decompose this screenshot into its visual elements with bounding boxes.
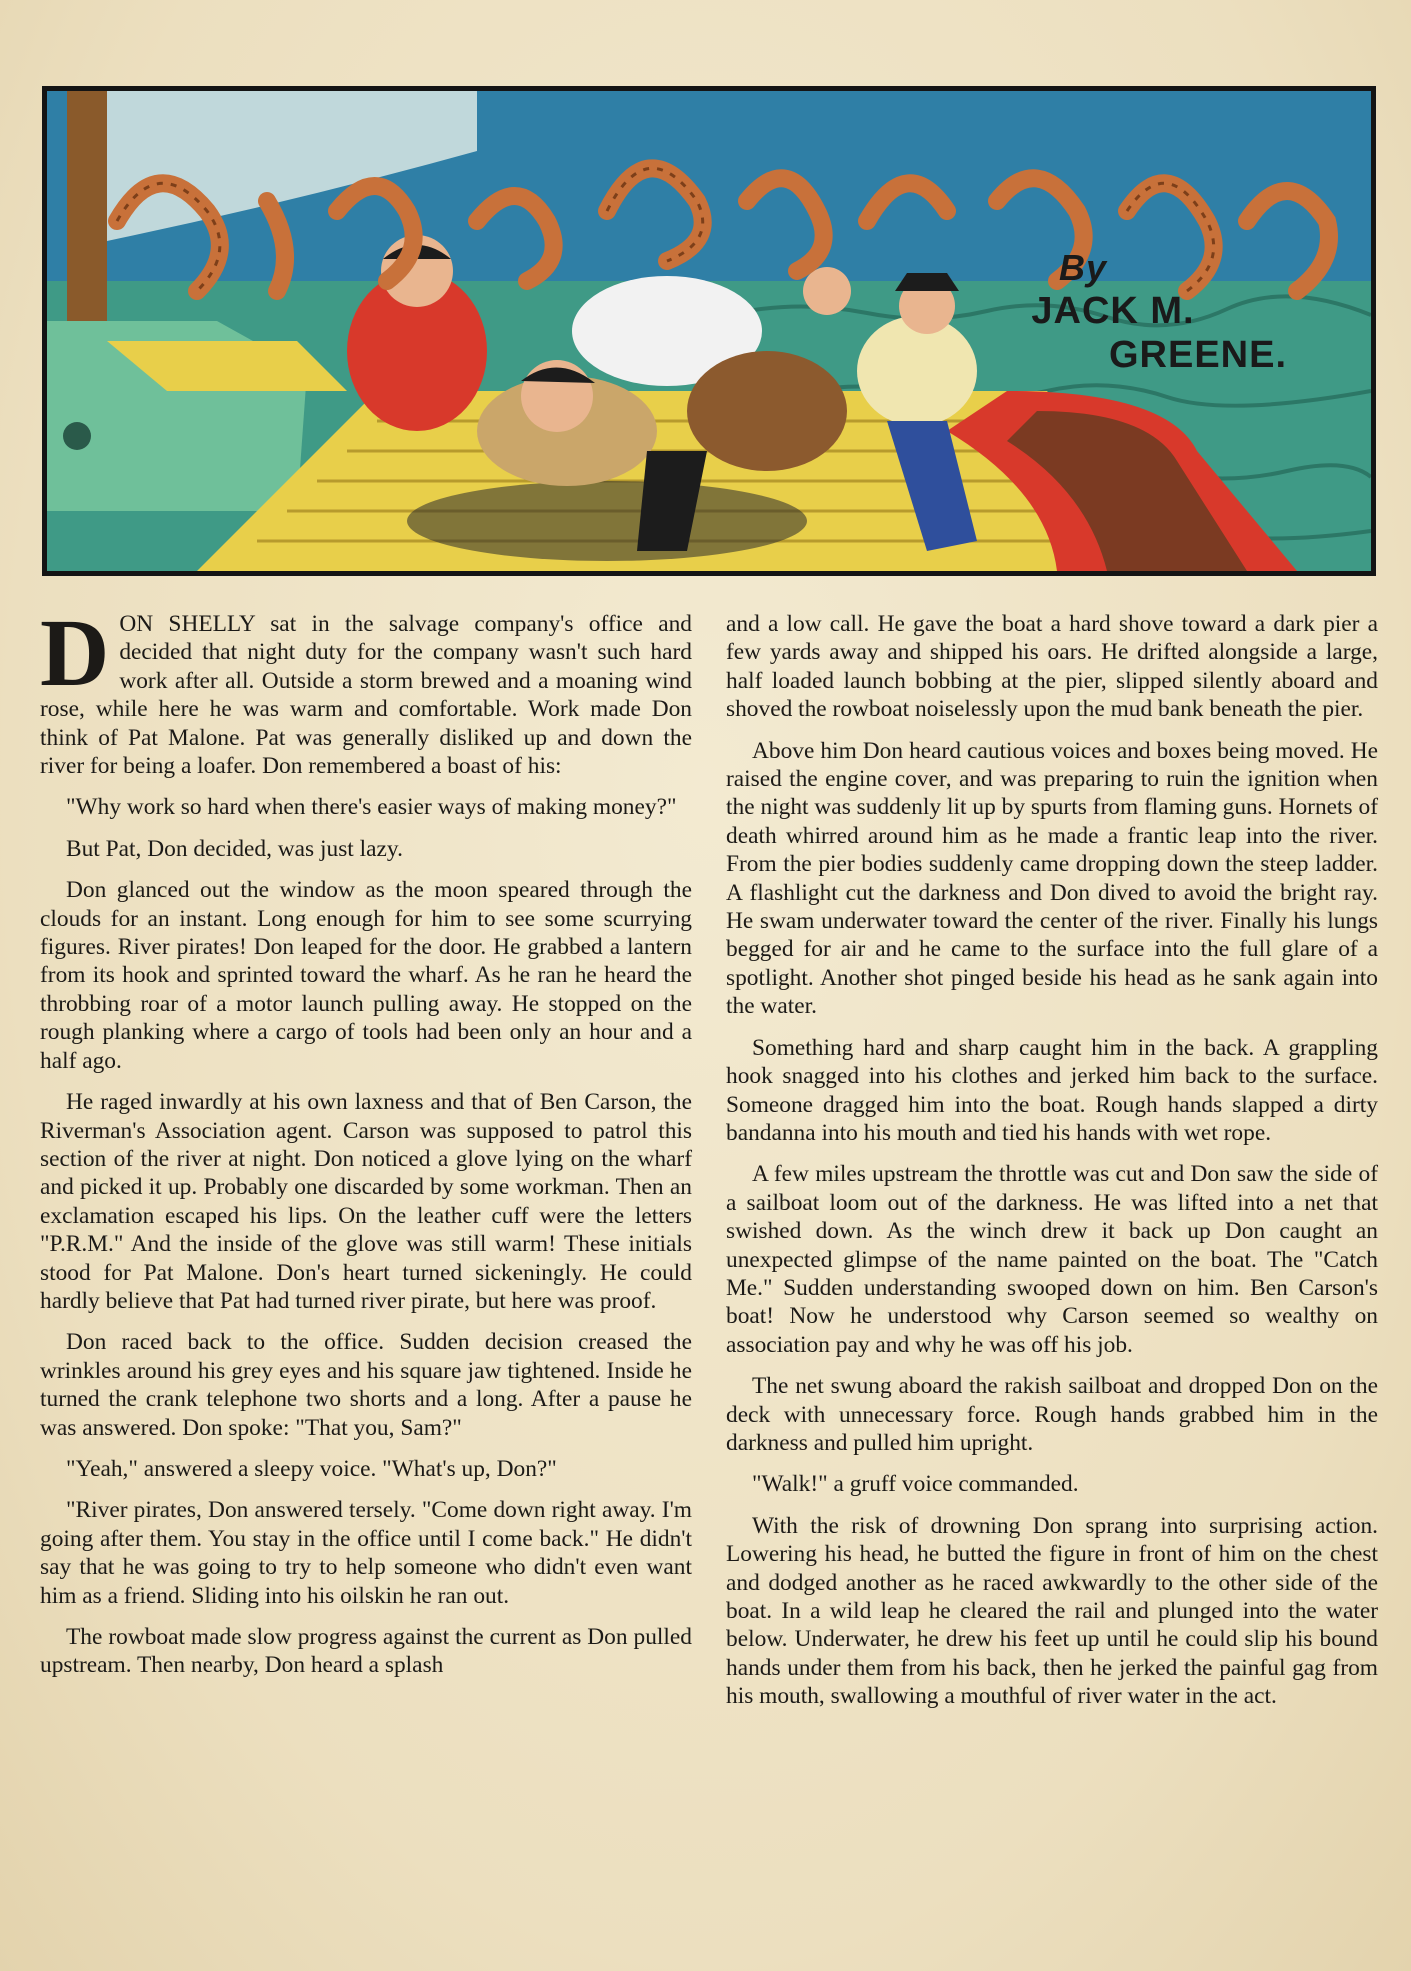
story-paragraph: Something hard and sharp caught him in the back. A grappling hook snagged into his clothes and jerked him back to the surface. Someone dragged him into the boat. Rough hands slapped a dirty bandanna into his mouth and tied his hands with wet rope. xyxy=(726,1034,1378,1146)
story-paragraph: But Pat, Don decided, was just lazy. xyxy=(66,835,403,862)
byline xyxy=(963,247,1323,377)
story-paragraph: Don glanced out the window as the moon speared through the clouds for an instant. Long enough for him to see some scurrying figures. River pirates! Don leaped for the door. He grabbed a lantern from its hook and sprinted toward the wharf. As he ran he heard the throbbing roar of a motor launch pulling away. He stopped on the rough planking where a cargo of tools had been only an hour and a half ago. xyxy=(40,877,692,1074)
story-paragraph: With the risk of drowning Don sprang into surprising action. Lowering his head, he butted the figure in front of him on the chest and dodged another as he raced awkwardly to the other side of the boat. In a wild leap he cleared the rail and plunged into the water below. Underwater, he drew his feet up until he could slip his bound hands under them from his back, then he jerked the painful gag from his mouth, swallowing a mouthful of river water in the act. xyxy=(726,1512,1378,1710)
paragraph-text: ON SHELLY sat in the salvage company's office and decided that night duty for the company wasn't such hard work after all. Outside a storm brewed and a moaning wind rose, while here he was warm and comfortable. Work made Don think of Pat Malone. Pat was generally disliked up and down the river for being a loafer. Don remembered a boast of his: xyxy=(40,611,692,780)
author-last-line: GREENE. xyxy=(1108,334,1288,376)
story-paragraph: "River pirates, Don answered tersely. "Come down right away. I'm going after them. You stay in the office until I come back." He didn't say that he was going to try to help someone who didn't even want him as a friend. Sliding into his oilskin he ran out. xyxy=(40,1497,692,1609)
story-paragraph: The net swung aboard the rakish sailboat and dropped Don on the deck with unnecessary force. Rough hands grabbed him in the darkness and pulled him upright. xyxy=(726,1373,1378,1456)
author-first-line: JACK M. xyxy=(1031,290,1195,332)
title-illustration xyxy=(42,86,1376,576)
story-paragraph: The rowboat made slow progress against the current as Don pulled upstream. Then nearby, Don heard a splash xyxy=(40,1624,692,1679)
drop-cap: D xyxy=(40,599,110,706)
story-paragraph: He raged inwardly at his own laxness and that of Ben Carson, the Riverman's Association agent. Carson was supposed to patrol this section of the river at night. Don noticed a glove lying on the wharf and picked it up. Probably one discarded by some workman. Then an exclamation escaped his lips. On the leather cuff were the letters "P.R.M." And the inside of the glove was still warm! These initials stood for Pat Malone. Don's heart turned sickeningly. He could hardly believe that Pat had turned river pirate, but here was proof. xyxy=(40,1089,692,1314)
story-paragraph: "Yeah," answered a sleepy voice. "What's up, Don?" xyxy=(66,1455,557,1482)
story-paragraph: "Walk!" a gruff voice commanded. xyxy=(752,1471,1079,1498)
story-paragraph xyxy=(40,599,692,780)
story-paragraph: A few miles upstream the throttle was cut and Don saw the side of a sailboat loom out of the darkness. He was lifted into a net that swished down. As the winch drew it back up Don caught an unexpected glimpse of the name painted on the boat. The "Catch Me." Sudden understanding swooped down on him. Ben Carson's boat! Now he understood why Carson seemed so wealthy on association pay and why he was off his job. xyxy=(726,1161,1378,1358)
story-column-right xyxy=(726,610,1378,1724)
story-paragraph: and a low call. He gave the boat a hard shove toward a dark pier a few yards away and shipped his oars. He drifted alongside a large, half loaded launch bobbing at the pier, slipped silently aboard and shoved the rowboat noiselessly upon the mud bank beneath the pier. xyxy=(726,611,1378,723)
story-paragraph: Above him Don heard cautious voices and boxes being moved. He raised the engine cover, and was preparing to ruin the ignition when the night was suddenly lit up by spurts from flaming guns. Hornets of death whirred around him as he made a frantic leap into the river. From the pier bodies suddenly came dropping down the steep ladder. A flashlight cut the darkness and Don dived to avoid the bright ray. He swam underwater toward the center of the river. Finally his lungs begged for air and he came to the surface into the full glare of a spotlight. Another shot pinged beside his head as he sank again into the water. xyxy=(726,737,1378,1020)
byline-by: By xyxy=(1058,247,1108,288)
story-paragraph: Don raced back to the office. Sudden decision creased the wrinkles around his grey eyes and his square jaw tightened. Inside he turned the crank telephone two shorts and a long. After a pause he was answered. Don spoke: "That you, Sam?" xyxy=(40,1329,692,1441)
story-column-left xyxy=(40,599,692,1693)
story-paragraph: "Why work so hard when there's easier ways of making money?" xyxy=(66,794,677,821)
